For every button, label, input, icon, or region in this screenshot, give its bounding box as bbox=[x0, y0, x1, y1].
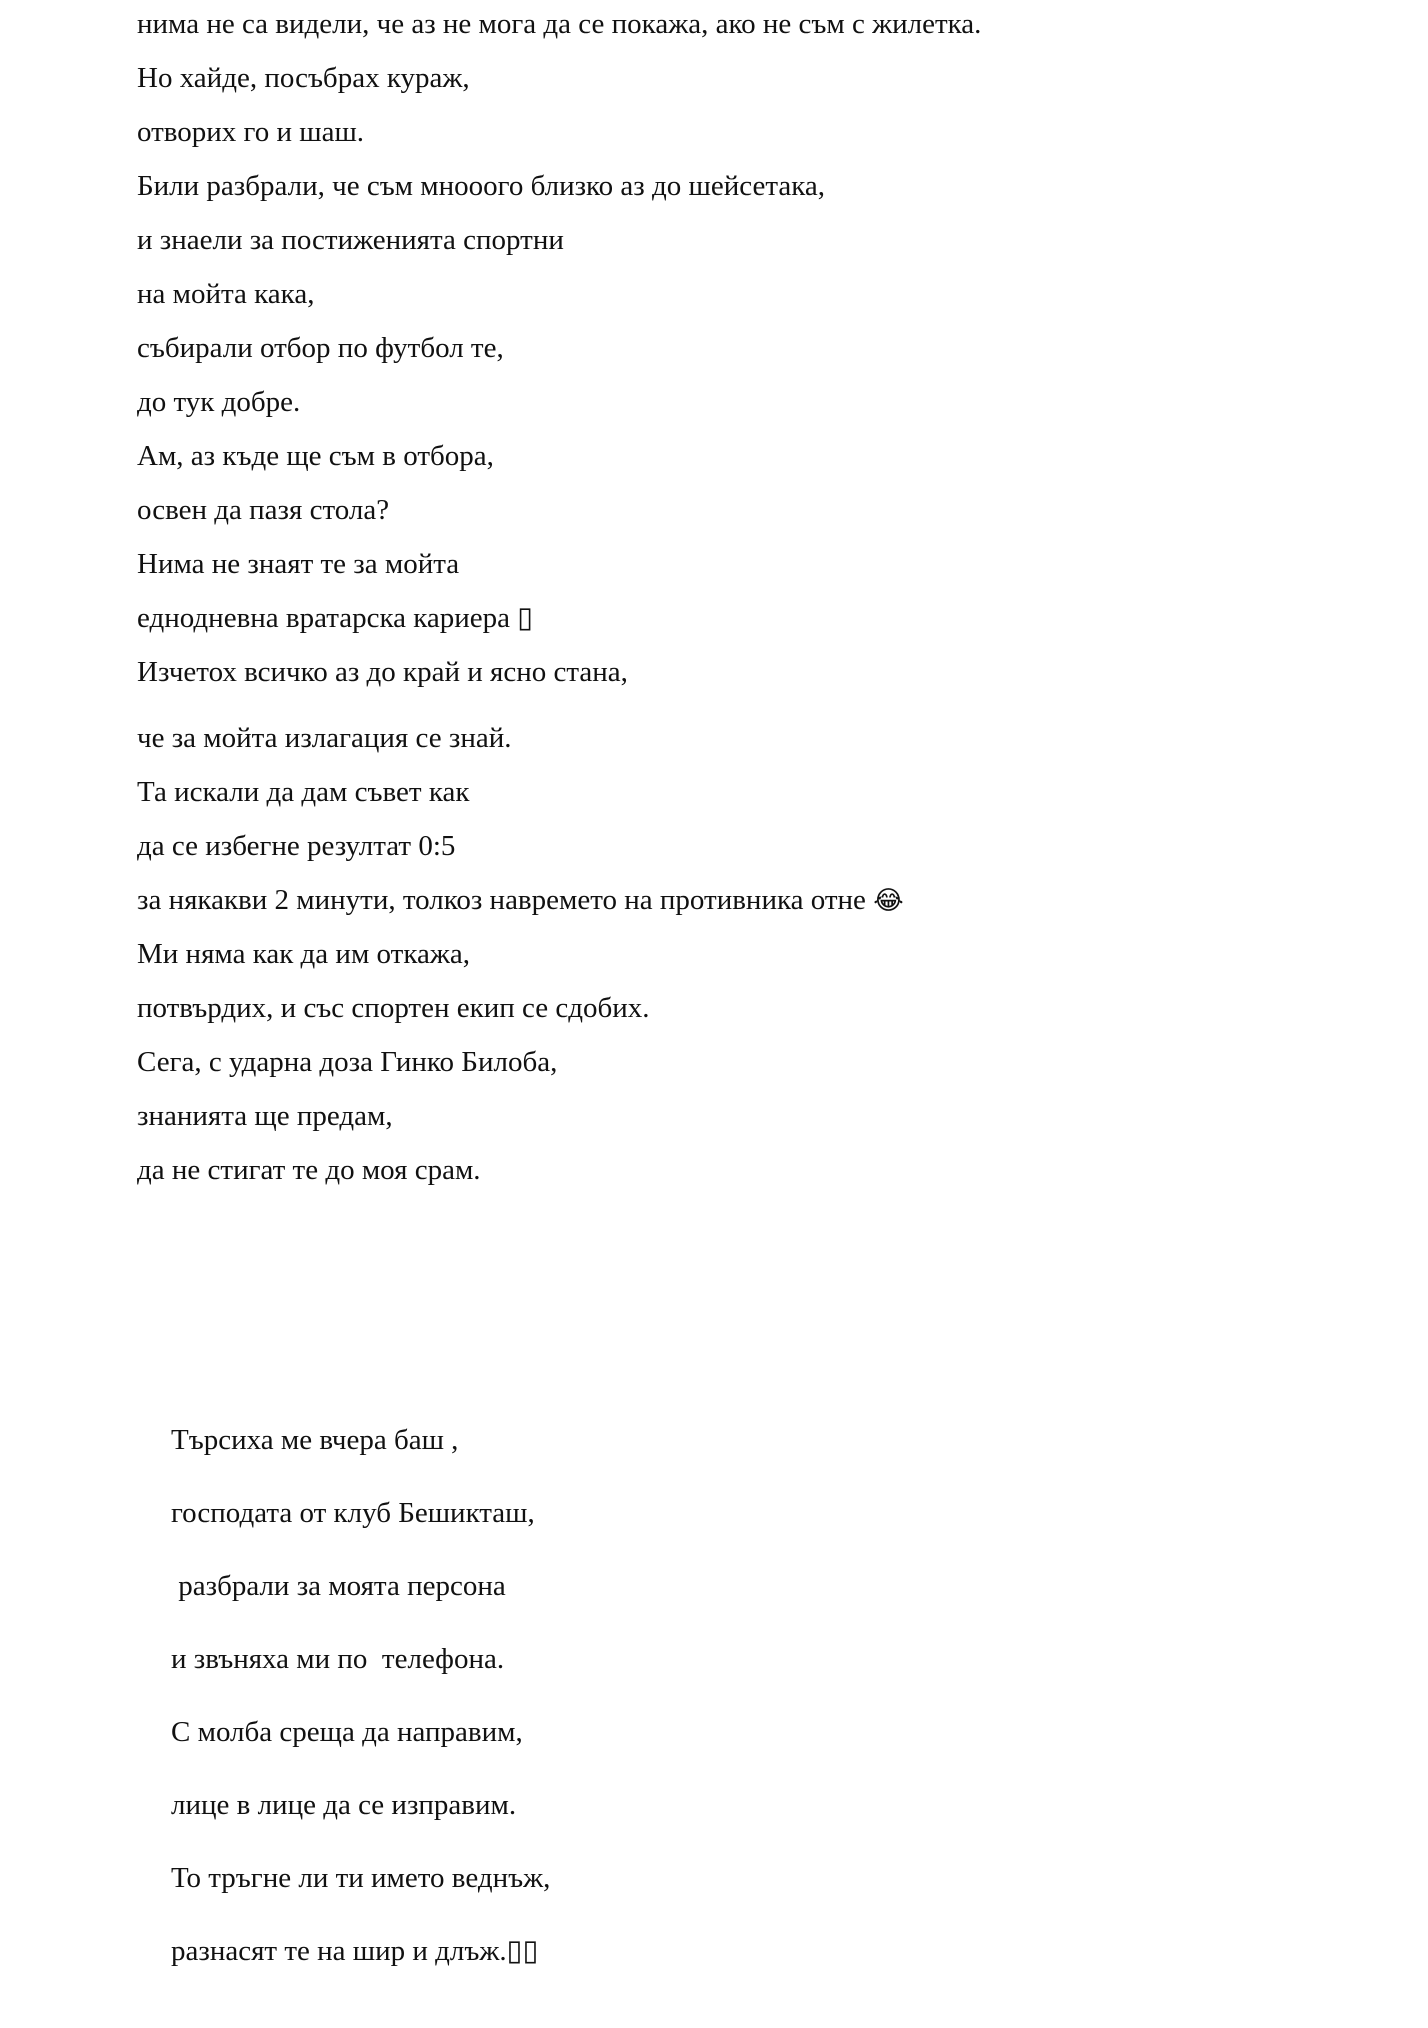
poem-line: да не стигат те до моя срам. bbox=[137, 1154, 481, 1186]
poem-line: господата от клуб Бешикташ, bbox=[171, 1497, 535, 1529]
poem-line: да се избегне резултат 0:5 bbox=[137, 830, 456, 862]
poem-line: Изчетох всичко аз до край и ясно стана, bbox=[137, 656, 628, 688]
poem-line-with-emoji bbox=[137, 883, 904, 918]
poem-line: и звъняха ми по телефона. bbox=[171, 1643, 505, 1675]
poem-line: Търсиха ме вчера баш , bbox=[171, 1424, 459, 1456]
poem-line: Та искали да дам съвет как bbox=[137, 776, 470, 808]
laughing-emoji-icon: 😂 bbox=[873, 886, 904, 916]
poem-line: Но хайде, посъбрах кураж, bbox=[137, 62, 470, 94]
poem-line: нима не са видели, че аз не мога да се покажа, ако не съм с жилетка. bbox=[137, 8, 982, 40]
poem-line: То тръгне ли ти името веднъж, bbox=[171, 1862, 551, 1894]
poem-line: събирали отбор по футбол те, bbox=[137, 332, 504, 364]
poem-line: знанията ще предам, bbox=[137, 1100, 393, 1132]
poem-line: Сега, с ударна доза Гинко Билоба, bbox=[137, 1046, 558, 1078]
poem-line: потвърдих, и със спортен екип се сдобих. bbox=[137, 992, 650, 1024]
poem-line: Били разбрали, че съм мнооого близко аз до шейсетака, bbox=[137, 170, 825, 202]
poem-line: Ми няма как да им откажа, bbox=[137, 938, 471, 970]
poem-line: и знаели за постиженията спортни bbox=[137, 224, 564, 256]
poem-line: С молба среща да направим, bbox=[171, 1716, 523, 1748]
poem-line: до тук добре. bbox=[137, 386, 301, 418]
poem-line: Ам, аз къде ще съм в отбора, bbox=[137, 440, 494, 472]
poem-line: разнасят те на шир и длъж.▯▯ bbox=[171, 1935, 539, 1967]
poem-line: разбрали за моята персона bbox=[171, 1570, 506, 1602]
poem-line: че за мойта излагация се знай. bbox=[137, 722, 512, 754]
poem-line: отворих го и шаш. bbox=[137, 116, 365, 148]
poem-line: Нима не знаят те за мойта bbox=[137, 548, 460, 580]
poem-line: еднодневна вратарска кариера ▯ bbox=[137, 602, 534, 634]
poem-line: на мойта кака, bbox=[137, 278, 315, 310]
poem-line-text: за някакви 2 минути, толкоз навремето на противника отне bbox=[137, 884, 866, 916]
poem-line: освен да пазя стола? bbox=[137, 494, 390, 526]
poem-line: лице в лице да се изправим. bbox=[171, 1789, 517, 1821]
